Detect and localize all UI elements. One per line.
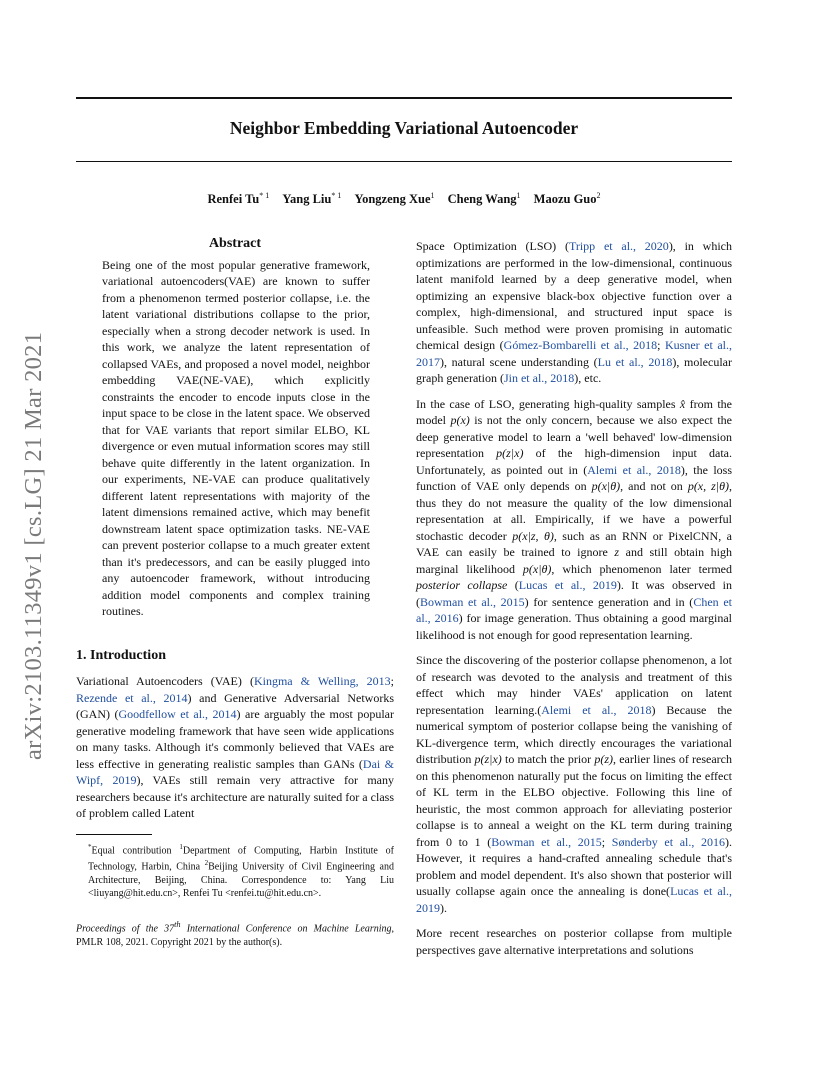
left-column: [76, 236, 394, 950]
citation-link[interactable]: Lucas et al., 2019: [416, 884, 732, 915]
proceedings-note: Proceedings of the 37th International Conference on Machine Learning, PMLR 108, 2021. Copyright 2021 by the author(s).: [76, 920, 394, 949]
author: Maozu Guo$^2$: [533, 191, 601, 207]
citation-link[interactable]: Alemi et al., 2018: [587, 462, 681, 477]
section-heading-introduction: 1. Introduction: [76, 647, 166, 663]
citation-link[interactable]: Tripp et al., 2020: [568, 239, 669, 253]
citation-link[interactable]: Bowman et al., 2015: [420, 594, 525, 609]
citation-link[interactable]: Rezende et al., 2014: [76, 690, 188, 705]
author: Cheng Wang$^1$: [447, 191, 521, 207]
footnote-rule: [76, 834, 152, 835]
citation-link[interactable]: Lu et al., 2018: [597, 354, 673, 369]
citation-link[interactable]: Kusner et al., 2017: [416, 338, 732, 369]
body-paragraph: More recent researches on posterior collapse from multiple perspectives gave alternative interpretations and solutions: [416, 926, 732, 957]
citation-link[interactable]: Alemi et al., 2018: [541, 702, 652, 717]
intro-paragraph: Variational Autoencoders (VAE) (Kingma & Welling, 2013; Rezende et al., 2014) and Generative Adversarial Networks (GAN) (Goodfellow et al., 2014) are arguably the most popular generative modeling framework that have seen wide applications on many tasks. Although it's commonly believed that VAEs are less effective in generating realistic samples than GANs (Dai & Wipf, 2019), VAEs still remain very attractive for many researchers because it's architecture are naturally suited for a class of problem called Latent: [76, 674, 394, 820]
arxiv-identifier: arXiv:2103.11349v1 [cs.LG] 21 Mar 2021: [20, 331, 47, 760]
author: Yang Liu$^{* 1}$: [282, 191, 342, 207]
author: Renfei Tu$^{* 1}$: [207, 191, 270, 207]
citation-link[interactable]: Jin et al., 2018: [503, 371, 575, 385]
right-column: [416, 238, 732, 967]
citation-link[interactable]: Goodfellow et al., 2014: [118, 707, 237, 721]
paper-title: Neighbor Embedding Variational Autoencoder: [229, 118, 579, 138]
citation-link[interactable]: Bowman et al., 2015: [491, 834, 602, 849]
title-rule-top: [76, 97, 732, 99]
abstract-body: Being one of the most popular generative framework, variational autoencoders(VAE) are known to suffer from a phenomenon termed posterior collapse, i.e. the latent variational distributions collapse to the prior, especially when a strong decoder network is used. In this work, we analyze the latent representation of collapsed VAEs, and proposed a novel model, neighbor embedding VAE(NE-VAE), which explicitly constraints the encoder to encode inputs close in the input space to be close in the latent space. We observed that for VAE variants that report similar ELBO, KL divergence or even mutual information scores may still behave quite differently in the latent organization. In our experiments, NE-VAE can produce qualitatively different latent representations with majority of the latent dimensions remained active, which may benefit downstream latent space optimization tasks. NE-VAE can prevent posterior collapse to a much greater extent than it's predecessors, and can be easily plugged into any autoencoder framework, without introducing addition model components and complex training routines.: [102, 257, 370, 618]
title-rule-bottom: [76, 161, 732, 162]
citation-link[interactable]: Gómez-Bombarelli et al., 2018: [503, 338, 658, 352]
body-paragraph: Since the discovering of the posterior collapse phenomenon, a lot of research was devoted to the analysis and treatment of this effect which may hinder VAEs' application on latent representation learning.(Alemi et al., 2018) Because the numerical symptom of posterior collapse being the vanishing of KL-divergence term, which directly encourages the variational distribution p(z|x) to match the prior p(z), earlier lines of research on this phenomenon naturally put the focus on limiting the effect of KL term in the ELBO objective. Following this line of heuristic, the most common approach for alleviating posterior collapse is to anneal a weight on the KL term during training from 0 to 1 (Bowman et al., 2015; Sønderby et al., 2016). However, it requires a hand-crafted annealing schedule that's problem and model dependent. It's also shown that posterior will usually collapse again once the annealing is done(Lucas et al., 2019).: [416, 653, 733, 915]
body-paragraph: In the case of LSO, generating high-quality samples x̂ from the model p(x) is not the only concern, because we also expect the deep generative model to learn a 'well behaved' low-dimension representation p(z|x) of the high-dimension input data. Unfortunately, as pointed out in (Alemi et al., 2018), the loss function of VAE only depends on p(x|θ), and not on p(x, z|θ), thus they do not measure the quality of the low dimensional representation at all. Empirically, if we have a powerful stochastic decoder p(x|z, θ), such as an RNN or PixelCNN, a VAE can easily be trained to ignore z and still obtain high marginal likelihood p(x|θ), which phenomenon later termed posterior collapse (Lucas et al., 2019). It was observed in (Bowman et al., 2015) for sentence generation and in (Chen et al., 2016) for image generation. Thus obtaining a good marginal likelihood is not enough for good representation learning.: [416, 396, 733, 642]
citation-link[interactable]: Lucas et al., 2019: [518, 578, 617, 592]
author: Yongzeng Xue$^1$: [354, 191, 435, 207]
citation-link[interactable]: Kingma & Welling, 2013: [253, 674, 391, 688]
body-paragraph: Space Optimization (LSO) (Tripp et al., 2020), in which optimizations are performed in the low-dimensional, continuous latent manifold learned by a deep generative model, when optimizing an expensive black-box objective function over a complex, high-dimensional, and structured input space is unfeasible. Such method were proven promising in automatic chemical design (Gómez-Bombarelli et al., 2018; Kusner et al., 2017), natural scene understanding (Lu et al., 2018), molecular graph generation (Jin et al., 2018), etc.: [416, 239, 733, 385]
author-list: [76, 191, 732, 207]
citation-link[interactable]: Chen et al., 2016: [416, 594, 732, 625]
abstract-heading: Abstract: [208, 236, 262, 251]
citation-link[interactable]: Dai & Wipf, 2019: [76, 756, 394, 787]
footnote: *Equal contribution $^1$Department of Computing, Harbin Institute of Technology, Harbin, China $^2$Beijing University of Civil Engineering and Architecture, Beijing, China. Correspondence to: Yang Liu <liuyang@hit.edu.cn>, Renfei Tu <renfei.tu@hit.edu.cn>.: [88, 842, 394, 900]
citation-link[interactable]: Sønderby et al., 2016: [611, 834, 726, 849]
